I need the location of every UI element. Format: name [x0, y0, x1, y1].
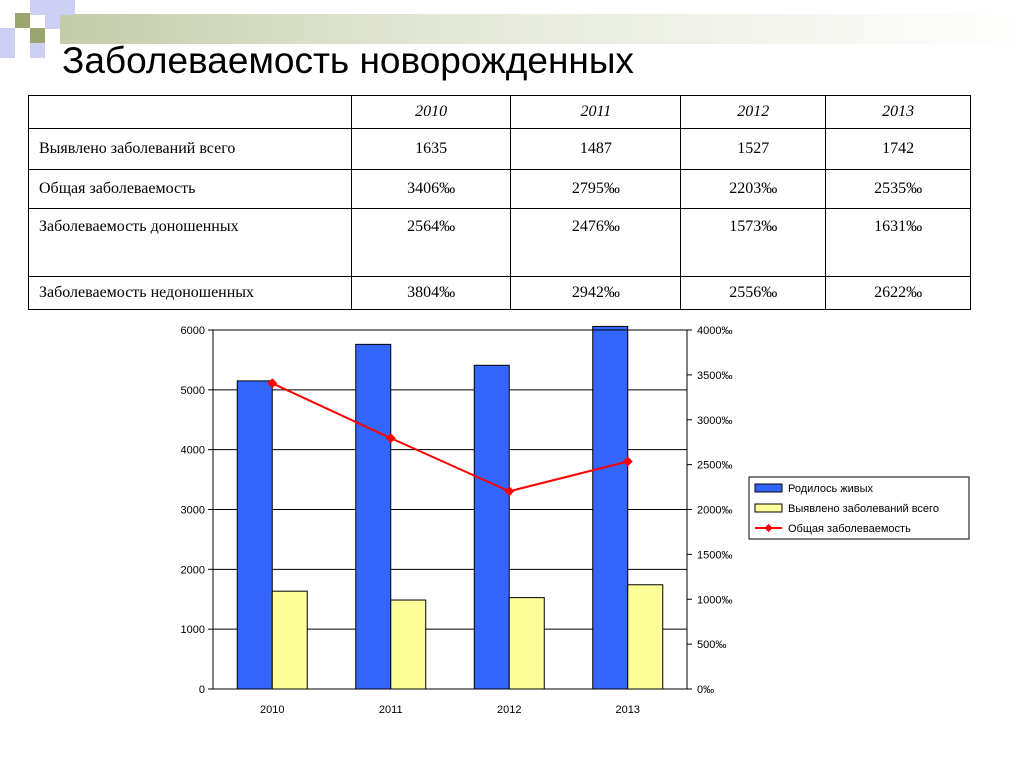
page-title: Заболеваемость новорожденных	[62, 40, 634, 81]
table-cell: 1635	[351, 129, 511, 170]
row-label: Общая заболеваемость	[29, 170, 352, 209]
table-cell: 2203‰	[681, 170, 826, 209]
right-axis-tick-label: 4000‰	[697, 325, 733, 337]
row-label: Выявлено заболеваний всего	[29, 129, 352, 170]
table-cell: 2795‰	[511, 170, 681, 209]
table-cell: 1573‰	[681, 209, 826, 277]
left-axis-tick-label: 0	[198, 684, 205, 696]
left-axis-tick-label: 4000	[180, 444, 205, 457]
bar	[628, 585, 663, 689]
bar	[593, 326, 628, 689]
x-axis-tick-label: 2013	[615, 704, 640, 716]
right-axis-tick-label: 3000‰	[697, 414, 733, 427]
bar	[474, 365, 509, 689]
left-axis-tick-label: 3000	[180, 504, 205, 517]
table-cell: 3804‰	[351, 277, 511, 310]
legend-swatch	[755, 484, 782, 492]
bar	[272, 591, 307, 689]
bar	[509, 598, 544, 689]
x-axis-tick-label: 2010	[260, 704, 285, 716]
left-axis-tick-label: 1000	[180, 624, 205, 637]
legend-label: Общая заболеваемость	[788, 523, 911, 535]
table-header-cell: 2011	[511, 96, 681, 129]
x-axis-tick-label: 2011	[378, 704, 403, 716]
table-cell: 1631‰	[826, 209, 971, 277]
table-cell: 2942‰	[511, 277, 681, 310]
legend-label: Выявлено заболеваний всего	[788, 503, 939, 515]
table-cell: 3406‰	[351, 170, 511, 209]
right-axis-tick-label: 3500‰	[697, 369, 733, 382]
left-axis-tick-label: 2000	[180, 564, 205, 577]
right-axis-tick-label: 2000‰	[697, 504, 733, 517]
table-cell: 1487	[511, 129, 681, 170]
table-cell: 2622‰	[826, 277, 971, 310]
series-line	[272, 383, 628, 491]
legend-swatch	[755, 504, 782, 512]
table-cell: 2535‰	[826, 170, 971, 209]
table-cell: 1527	[681, 129, 826, 170]
right-axis-tick-label: 1000‰	[697, 594, 733, 607]
bar	[391, 600, 426, 689]
table-cell: 1742	[826, 129, 971, 170]
left-axis-tick-label: 5000	[180, 384, 205, 397]
left-axis-tick-label: 6000	[180, 325, 205, 337]
bar	[237, 381, 272, 689]
x-axis-tick-label: 2012	[497, 704, 522, 716]
table-cell: 2556‰	[681, 277, 826, 310]
row-label: Заболеваемость недоношенных	[29, 277, 352, 310]
right-axis-tick-label: 1500‰	[697, 549, 733, 562]
right-axis-tick-label: 0‰	[697, 684, 715, 696]
table-cell: 2476‰	[511, 209, 681, 277]
table-header-cell: 2012	[681, 96, 826, 129]
table-cell: 2564‰	[351, 209, 511, 277]
legend-label: Родилось живых	[788, 483, 873, 495]
table-header-cell: 2013	[826, 96, 971, 129]
right-axis-tick-label: 500‰	[697, 639, 727, 652]
right-axis-tick-label: 2500‰	[697, 459, 733, 472]
table-header-cell: 2010	[351, 96, 511, 129]
bar	[356, 344, 391, 689]
row-label: Заболеваемость доношенных	[29, 209, 352, 277]
